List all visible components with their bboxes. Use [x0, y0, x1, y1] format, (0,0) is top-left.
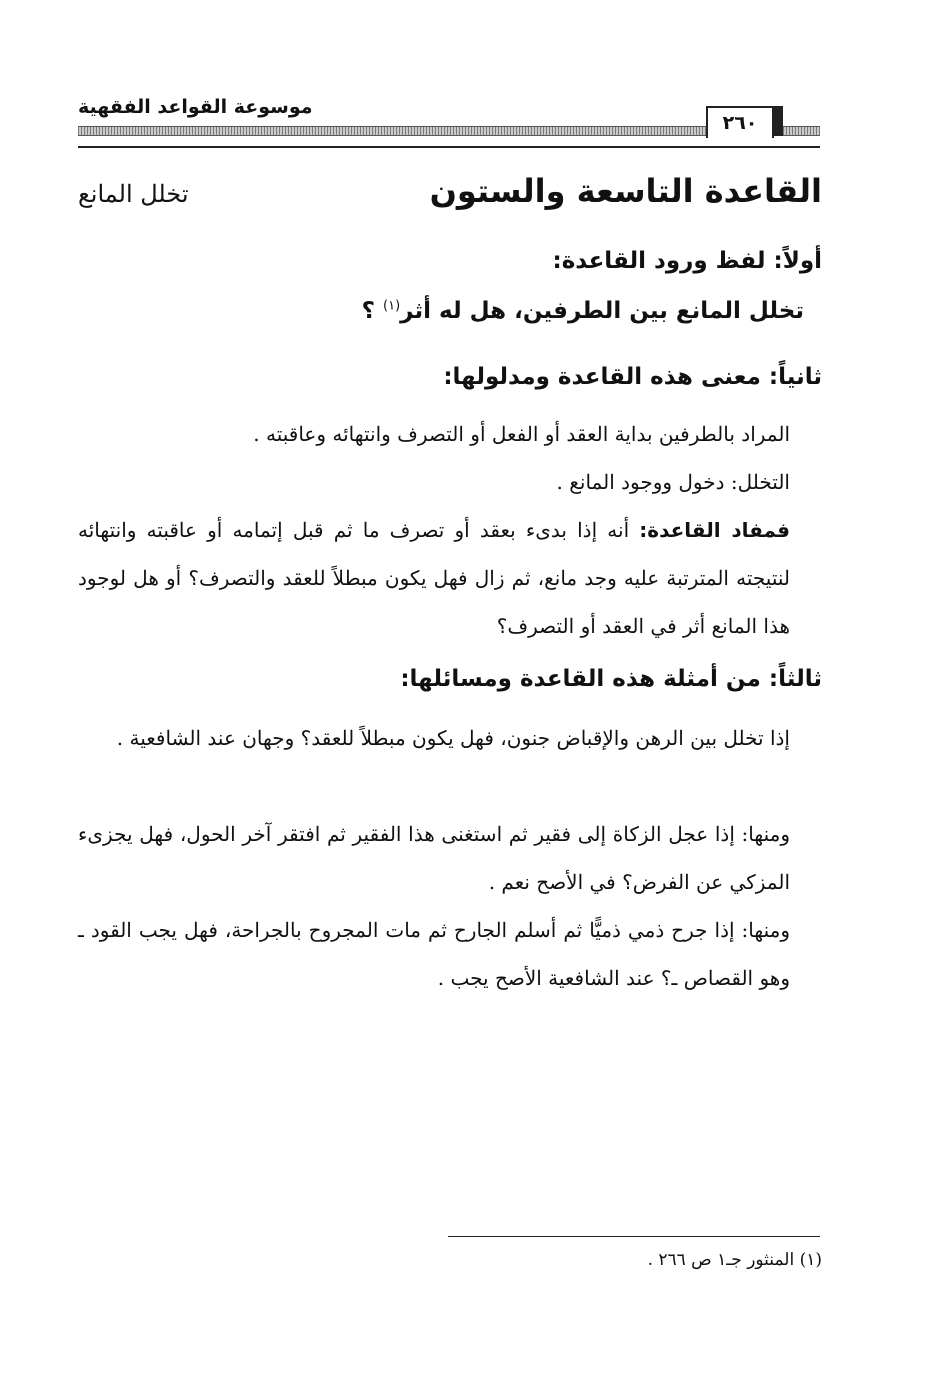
footnote-ref[interactable]: (١)	[383, 298, 401, 314]
rule-tag: تخلل المانع	[78, 180, 189, 208]
page-number-tab	[774, 106, 783, 136]
running-header	[78, 88, 820, 148]
section2-heading: ثانياً: معنى هذه القاعدة ومدلولها:	[443, 364, 822, 390]
example-paragraph-2: ومنها: إذا عجل الزكاة إلى فقير ثم استغنى هذا الفقير ثم افتقر آخر الحول، فهل يجزىء المزكي عن الفرض؟ في الأصح نعم .	[78, 822, 790, 894]
meaning-paragraph-1: المراد بالطرفين بداية العقد أو الفعل أو التصرف وانتهائه وعاقبته .	[253, 422, 790, 446]
book-title: موسوعة القواعد الفقهية	[78, 96, 313, 118]
example-paragraph-1: إذا تخلل بين الرهن والإقباض جنون، فهل يكون مبطلاً للعقد؟ وجهان عند الشافعية .	[116, 726, 790, 750]
footnote-rule	[448, 1236, 820, 1237]
footnote: (١) المنثور جـ١ ص ٢٦٦ .	[647, 1250, 822, 1270]
rule-title: القاعدة التاسعة والستون	[429, 172, 822, 210]
section1-heading: أولاً: لفظ ورود القاعدة:	[552, 248, 822, 274]
meaning-paragraph-2: التخلل: دخول ووجود المانع .	[556, 470, 790, 494]
rule-wording-end: ؟	[361, 298, 384, 324]
example-paragraph-3: ومنها: إذا جرح ذمي ذميًّا ثم أسلم الجارح ثم مات المجروح بالجراحة، فهل يجب القود ـ وهو القصاص ـ؟ عند الشافعية الأصح يجب .	[78, 918, 790, 990]
section3-heading: ثالثاً: من أمثلة هذه القاعدة ومسائلها:	[400, 666, 822, 692]
meaning-paragraph-3	[78, 506, 790, 650]
meaning-label: فمفاد القاعدة:	[639, 518, 790, 542]
rule-wording-text: تخلل المانع بين الطرفين، هل له أثر	[400, 298, 804, 324]
page-number: ٢٦٠	[706, 106, 774, 138]
rule-wording	[362, 298, 804, 324]
meaning-text: أنه إذا بدىء بعقد أو تصرف ما ثم قبل إتمامه أو عاقبته وانتهائه لنتيجته المترتبة عليه وجد مانع، ثم زال فهل يكون مبطلاً للعقد والتصرف؟ أو هل لوجود هذا المانع أثر في العقد أو التصرف؟	[78, 518, 790, 638]
header-rule	[78, 146, 820, 148]
